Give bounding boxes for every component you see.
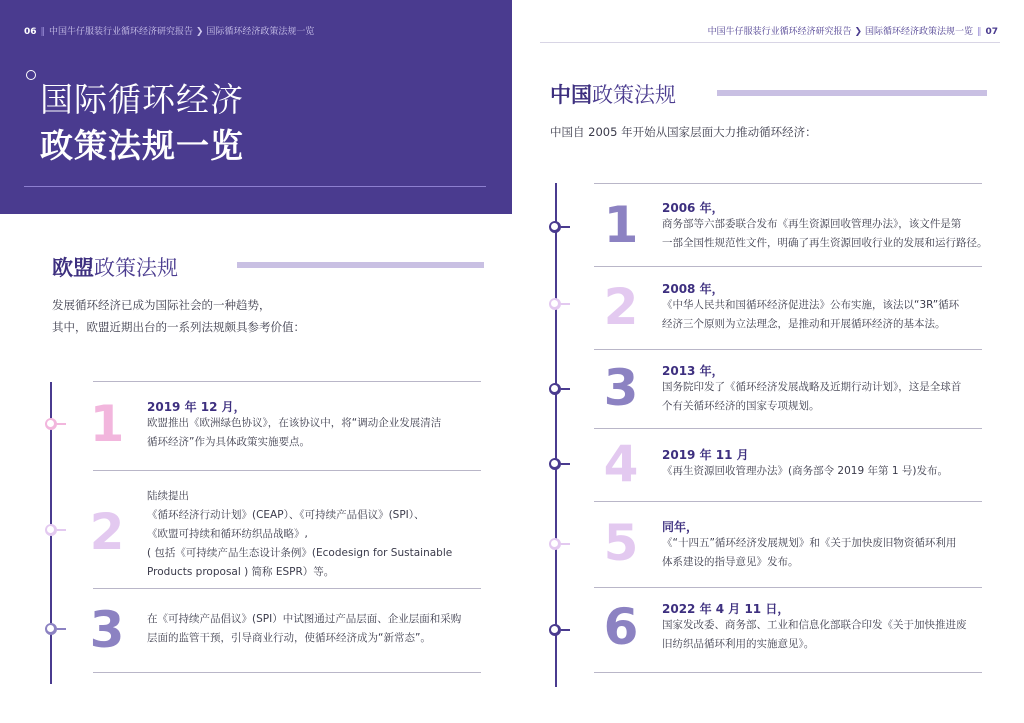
right-page-number: 07 [985, 27, 998, 37]
eu-title-rest: 政策法规 [94, 256, 178, 280]
eu-timeline-node-inner [47, 420, 54, 427]
cn-item-title: 2013 年， [662, 364, 724, 378]
eu-timeline-node-inner [47, 625, 54, 632]
eu-item-number: 1 [89, 395, 125, 453]
eu-row-divider [93, 672, 481, 673]
eu-intro-line: 其中，欧盟近期出台的一系列法规颇具参考价值： [52, 320, 305, 334]
eu-item-text-line: 《欧盟可持续和循环纺织品战略》, [147, 528, 308, 540]
breadcrumb-arrow-icon: ❯ [195, 27, 204, 37]
cn-item-number: 5 [603, 514, 639, 572]
left-page-number: 06 [24, 27, 37, 37]
cn-item-text [662, 616, 967, 654]
cn-item-number: 6 [603, 598, 639, 656]
eu-row-divider [93, 381, 481, 382]
eu-row-divider [93, 470, 481, 471]
cn-timeline-node-inner [551, 626, 558, 633]
cn-timeline-line [555, 183, 557, 687]
cn-item-number: 3 [603, 359, 639, 417]
cn-item-text-line: 一部全国性规范性文件，明确了再生资源回收行业的发展和运行路径。 [662, 237, 988, 249]
cn-item-text-line: 《中华人民共和国循环经济促进法》公布实施，该法以“3R”循环 [662, 299, 960, 311]
cn-item-text-line: 国家发改委、商务部、工业和信息化部联合印发《关于加快推进废 [662, 619, 967, 631]
cn-item-text [662, 378, 961, 416]
eu-item-text-line: 循环经济”作为具体政策实施要点。 [147, 436, 310, 448]
left-page-header: 06 ‖ 中国牛仔服装行业循环经济研究报告 ❯ 国际循环经济政策法规一览 [24, 27, 315, 37]
left-breadcrumb-section: 国际循环经济政策法规一览 [206, 27, 315, 37]
cn-row-divider [594, 672, 982, 673]
cn-title-bar [717, 90, 987, 96]
eu-item-text [147, 414, 441, 452]
cn-row-divider [594, 266, 982, 267]
page-title-line1: 国际循环经济 [40, 80, 244, 119]
right-breadcrumb-section: 国际循环经济政策法规一览 [864, 27, 973, 37]
right-breadcrumb-report: 中国牛仔服装行业循环经济研究报告 [707, 27, 852, 37]
page-title-line2: 政策法规一览 [40, 126, 244, 165]
cn-item-text-line: 旧纺织品循环利用的实施意见》。 [662, 638, 815, 650]
eu-item-title: 2019 年 12 月， [147, 400, 246, 414]
eu-item-number: 2 [89, 503, 125, 561]
breadcrumb-arrow-icon: ❯ [854, 27, 863, 37]
cn-item-title: 同年， [662, 520, 699, 534]
cn-timeline-node-inner [551, 385, 558, 392]
cn-item-number: 2 [603, 278, 639, 336]
cn-title-bold: 中国 [550, 83, 592, 107]
cn-timeline-node-inner [551, 300, 558, 307]
cn-item-text [662, 215, 988, 253]
eu-intro [52, 294, 305, 338]
cn-item-title: 2008 年， [662, 282, 724, 296]
right-header-divider [540, 42, 1000, 43]
cn-item-text [662, 534, 956, 572]
cn-section-title [550, 79, 676, 109]
cn-title-rest: 政策法规 [592, 83, 676, 107]
cn-item-title: 2022 年 4 月 11 日， [662, 602, 790, 616]
eu-item-text-line: Products proposal ) 简称 ESPR）等。 [147, 566, 335, 578]
cn-item-title: 2006 年， [662, 201, 724, 215]
cn-item-text-line: 经济三个原则为立法理念，是推动和开展循环经济的基本法。 [662, 318, 946, 330]
cn-item-text-line: 《“十四五”循环经济发展规划》和《关于加快废旧物资循环利用 [662, 537, 957, 549]
eu-item-text-line: 欧盟推出《欧洲绿色协议》，在该协议中，将“调动企业发展清洁 [147, 417, 442, 429]
eu-item-text [147, 610, 461, 648]
cn-timeline-node-inner [551, 223, 558, 230]
cn-row-divider [594, 587, 982, 588]
eu-intro-line: 发展循环经济已成为国际社会的一种趋势， [52, 298, 271, 312]
title-ring-icon [26, 70, 36, 80]
eu-timeline-node-inner [47, 526, 54, 533]
cn-item-text-line: 商务部等六部委联合发布《再生资源回收管理办法》，该文件是第 [662, 218, 962, 230]
cn-item-text-line: 《再生资源回收管理办法》(商务部令 2019 年第 1 号)发布。 [662, 465, 948, 477]
cn-item-text [662, 296, 959, 334]
left-breadcrumb-report: 中国牛仔服装行业循环经济研究报告 [49, 27, 194, 37]
eu-item-text-line: 陆续提出 [147, 490, 189, 502]
eu-item-text-line: 在《可持续产品倡议》(SPI）中试图通过产品层面、企业层面和采购 [147, 613, 462, 625]
cn-timeline-node-inner [551, 460, 558, 467]
eu-section-title [52, 252, 178, 282]
eu-item-text [147, 487, 452, 582]
cn-item-number: 4 [603, 435, 639, 493]
eu-row-divider [93, 588, 481, 589]
eu-item-number: 3 [89, 601, 125, 659]
cn-row-divider [594, 183, 982, 184]
cn-item-number: 1 [603, 196, 639, 254]
left-title-block [0, 0, 512, 214]
cn-item-text [662, 462, 948, 481]
cn-timeline-node-inner [551, 540, 558, 547]
cn-row-divider [594, 428, 982, 429]
cn-item-text-line: 国务院印发了《循环经济发展战略及近期行动计划》，这是全球首 [662, 381, 962, 393]
eu-title-bold: 欧盟 [52, 256, 94, 280]
cn-row-divider [594, 349, 982, 350]
cn-intro: 中国自 2005 年开始从国家层面大力推动循环经济： [550, 125, 817, 139]
cn-item-text-line: 体系建设的指导意见》发布。 [662, 556, 799, 568]
eu-item-text-line: 《循环经济行动计划》(CEAP）、《可持续产品倡议》(SPI）、 [147, 509, 425, 521]
eu-title-bar [237, 262, 484, 268]
title-divider [24, 186, 486, 187]
right-page-header: 中国牛仔服装行业循环经济研究报告 ❯ 国际循环经济政策法规一览 ‖ 07 [707, 27, 998, 37]
cn-item-title: 2019 年 11 月 [662, 448, 749, 462]
cn-row-divider [594, 501, 982, 502]
eu-item-text-line: 层面的监管干预，引导商业行动，使循环经济成为“新常态”。 [147, 632, 431, 644]
eu-item-text-line: ( 包括《可持续产品生态设计条例》(Ecodesign for Sustainable [147, 547, 453, 559]
cn-item-text-line: 个有关循环经济的国家专项规划。 [662, 400, 820, 412]
